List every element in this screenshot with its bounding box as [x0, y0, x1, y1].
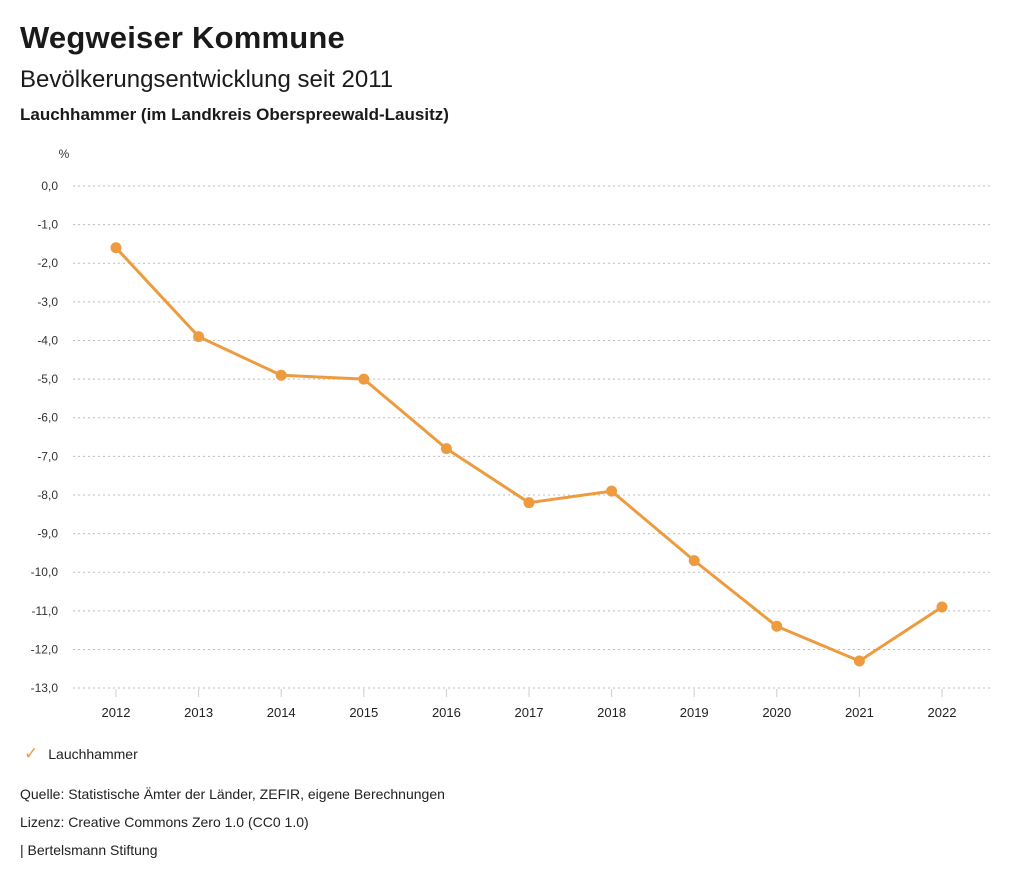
source-note: Quelle: Statistische Ämter der Länder, ZEFIR, eigene Berechnungen [20, 786, 445, 802]
y-axis-tick-label: -11,0 [31, 603, 58, 618]
license-note: Lizenz: Creative Commons Zero 1.0 (CC0 1.0) [20, 814, 309, 830]
y-axis-tick-label: -9,0 [37, 526, 58, 541]
data-point-2014[interactable] [276, 370, 287, 381]
data-point-2021[interactable] [854, 656, 865, 667]
y-axis-tick-label: -12,0 [30, 642, 58, 657]
legend-item-lauchhammer[interactable] [24, 745, 138, 762]
data-point-2015[interactable] [358, 374, 369, 385]
y-axis-tick-label: -13,0 [30, 681, 58, 696]
y-axis-tick-label: -2,0 [37, 256, 58, 271]
y-axis-tick-label: 0,0 [41, 179, 58, 193]
x-axis-year-label: 2020 [762, 705, 792, 720]
x-axis-year-label: 2018 [597, 705, 627, 720]
data-point-2016[interactable] [441, 443, 452, 454]
y-axis-tick-label: -3,0 [37, 294, 58, 309]
region-label: Lauchhammer (im Landkreis Oberspreewald-Lausitz) [20, 105, 449, 124]
attribution-note: | Bertelsmann Stiftung [20, 842, 158, 858]
data-point-2022[interactable] [937, 601, 948, 612]
y-axis-tick-label: -7,0 [37, 449, 58, 464]
y-axis-tick-label: -1,0 [37, 217, 58, 232]
y-axis-tick-label: -4,0 [37, 333, 58, 348]
data-point-2017[interactable] [524, 497, 535, 508]
data-point-2018[interactable] [606, 486, 617, 497]
x-axis-year-label: 2015 [349, 705, 379, 720]
y-axis-tick-label: -5,0 [37, 372, 58, 387]
data-point-2012[interactable] [111, 242, 122, 253]
data-point-2013[interactable] [193, 331, 204, 342]
x-axis-year-label: 2021 [844, 705, 874, 720]
x-axis-year-label: 2022 [927, 705, 957, 720]
x-axis-year-label: 2013 [184, 705, 214, 720]
x-axis-year-label: 2017 [514, 705, 544, 720]
y-axis-tick-label: -10,0 [30, 565, 58, 580]
x-axis-year-label: 2012 [101, 705, 131, 720]
x-axis-year-label: 2014 [266, 705, 296, 720]
x-axis-year-label: 2019 [679, 705, 709, 720]
x-axis-year-label: 2016 [431, 705, 461, 720]
y-axis-tick-label: -6,0 [37, 410, 58, 425]
check-icon: ✓ [24, 744, 39, 763]
data-point-2020[interactable] [771, 621, 782, 632]
legend-label: Lauchhammer [48, 745, 138, 762]
page-title: Wegweiser Kommune [20, 20, 345, 55]
y-axis-unit-label: % [58, 147, 70, 161]
data-point-2019[interactable] [689, 555, 700, 566]
y-axis-tick-label: -8,0 [37, 487, 58, 502]
chart-title: Bevölkerungsentwicklung seit 2011 [20, 66, 394, 93]
series-line-lauchhammer [116, 248, 942, 661]
